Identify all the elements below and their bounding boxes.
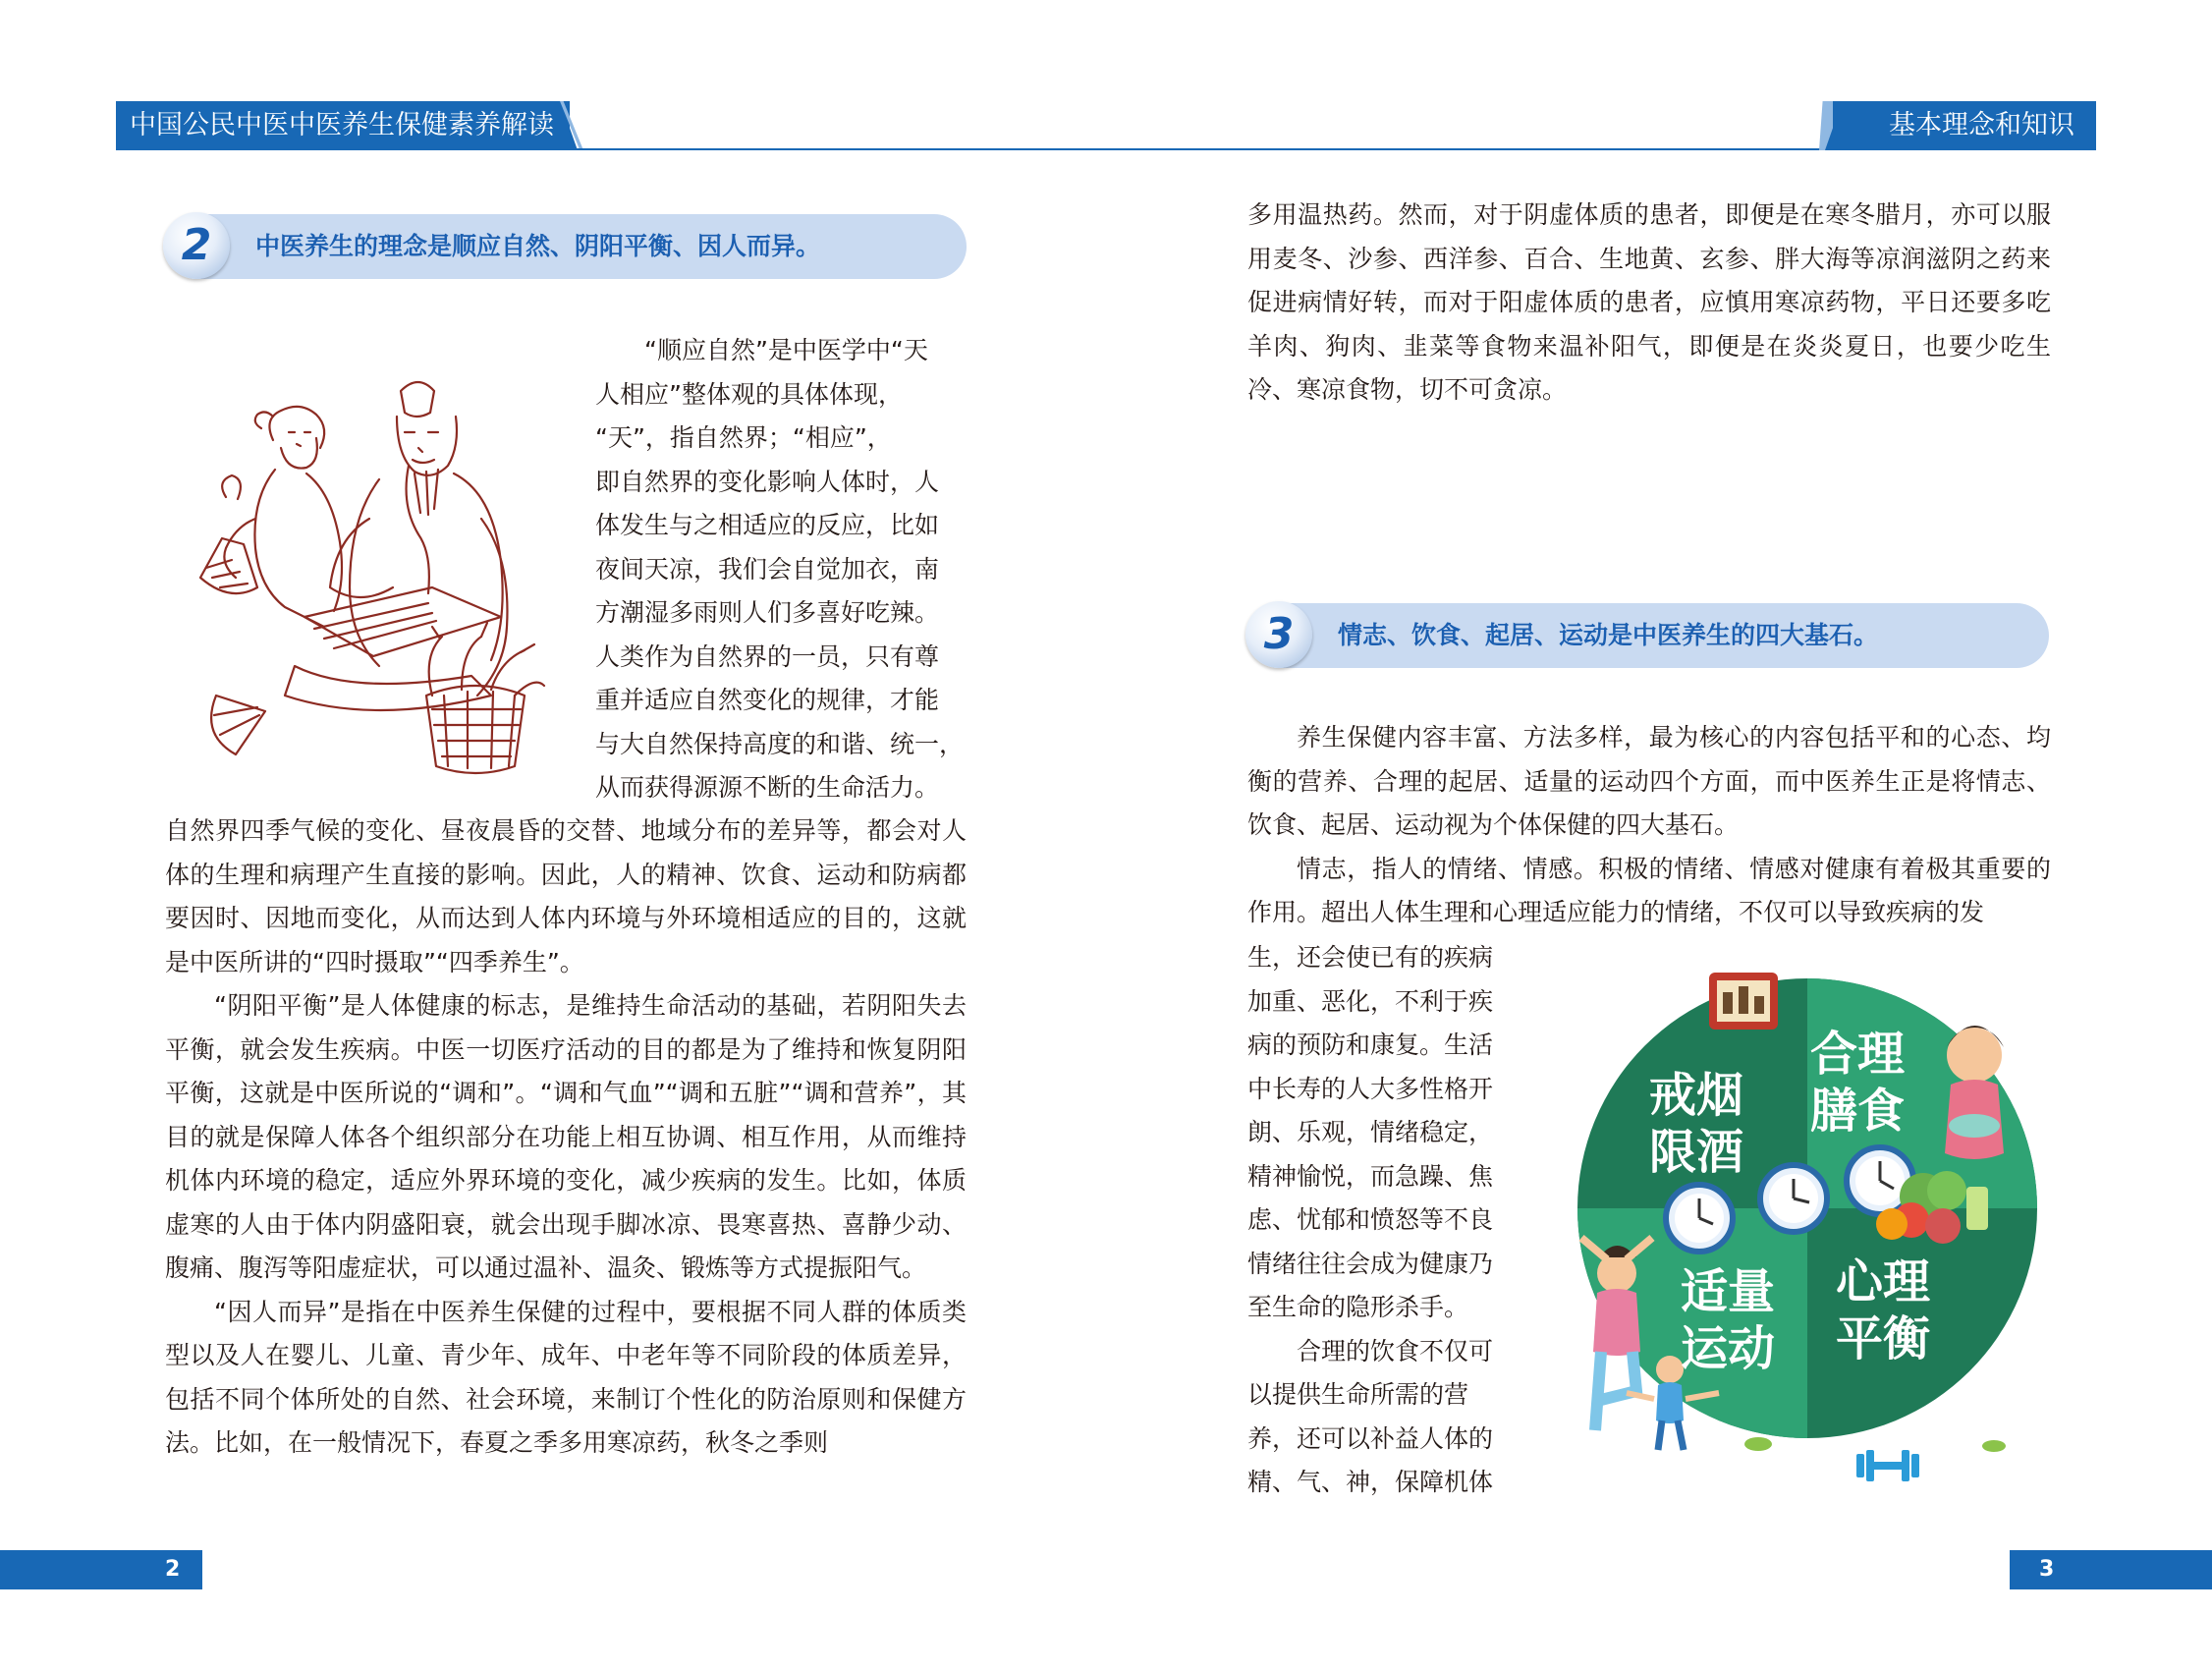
section-number-badge: 3 [1245, 601, 1312, 668]
text-line: 精神愉悦，而急躁、焦 [1247, 1161, 1494, 1191]
section-3-title: 情志、饮食、起居、运动是中医养生的四大基石。 [1338, 621, 1879, 649]
text-line: 中长寿的人大多性格开 [1247, 1074, 1494, 1103]
text-line: 生，还会使已有的疾病 [1247, 943, 1494, 972]
footer-bar-left [0, 1550, 202, 1589]
footer-bar-right [2010, 1550, 2212, 1589]
text-line: 养，还可以补益人体的 [1247, 1423, 1494, 1453]
text-line: 合理的饮食不仅可 [1247, 1336, 1494, 1365]
wheel-label-smoking-drinking: 戒烟 限酒 [1648, 1068, 1743, 1180]
paragraph: 情志，指人的情绪、情感。积极的情绪、情感对健康有着极其重要的作用。超出人体生理和心理适应能力的情绪，不仅可以导致疾病的发 [1247, 854, 2051, 926]
text-line: 体发生与之相适应的反应，比如 [595, 511, 940, 539]
text-line: “顺应自然”是中医学中“天 [644, 336, 928, 364]
paragraph: 养生保健内容丰富、方法多样，最为核心的内容包括平和的心态、均衡的营养、合理的起居、适量的运动四个方面，而中医养生正是将情志、饮食、起居、运动视为个体保健的四大基石。 [1247, 723, 2051, 839]
page-number-right: 3 [2039, 1557, 2055, 1582]
text-line: “天”，指自然界；“相应”， [595, 423, 892, 452]
text-line: 至生命的隐形杀手。 [1247, 1293, 1469, 1321]
city-icon [1709, 973, 1778, 1030]
wheel-label-exercise: 适量 运动 [1680, 1264, 1775, 1376]
running-header-right: 基本理念和知识 [1833, 101, 2096, 150]
section-3-side-column [1247, 936, 1507, 1505]
running-header-left: 中国公民中医中医养生保健素养解读 [116, 101, 570, 150]
section-2-title: 中医养生的理念是顺应自然、阴阳平衡、因人而异。 [255, 232, 821, 260]
section-2-heading [169, 214, 967, 279]
text-line: 精、气、神，保障机体 [1247, 1468, 1494, 1496]
paragraph: 多用温热药。然而，对于阴虚体质的患者，即便是在寒冬腊月，亦可以服用麦冬、沙参、西洋参、百合、生地黄、玄参、胖大海等凉润滋阴之药来促进病情好转，而对于阳虚体质的患者，应慎用寒凉药物，平日还要多吃羊肉、狗肉、韭菜等食物来温补阳气，即便是在炎炎夏日，也要少吃生冷、寒凉食物，切不可贪凉。 [1247, 200, 2051, 404]
text-line: 从而获得源源不断的生命活力。 [595, 773, 940, 802]
text-line: 方潮湿多雨则人们多喜好吃辣。 [595, 598, 940, 627]
dumbbell-icon [1856, 1450, 1919, 1481]
text-line: 加重、恶化，不利于疾 [1247, 986, 1494, 1016]
paragraph: “阴阳平衡”是人体健康的标志，是维持生命活动的基础，若阴阳失去平衡，就会发生疾病。中医一切医疗活动的目的都是为了维持和恢复阴阳平衡，这就是中医所说的“调和”。“调和气血”“调和五脏”“调和营养”，其目的就是保障人体各个组织部分在功能上相互协调、相互作用，从而维持机体内环境的稳定，适应外界环境的变化，减少疾病的发生。比如，体质虚寒的人由于体内阴盛阳衰，就会出现手脚冰凉、畏寒喜热、喜静少动、腹痛、腹泻等阳虚症状，可以通过温补、温灸、锻炼等方式提振阳气。 [165, 991, 967, 1282]
paragraph: “因人而异”是指在中医养生保健的过程中，要根据不同人群的体质类型以及人在婴儿、儿童、青少年、成年、中老年等不同阶段的体质差异，包括不同个体所处的自然、社会环境，来制订个性化的防治原则和保健方法。比如，在一般情况下，春夏之季多用寒凉药，秋冬之季则 [165, 1297, 967, 1457]
text-line: 夜间天凉，我们会自觉加衣，南 [595, 554, 940, 584]
chef-figure-icon [1945, 1026, 2004, 1159]
page-number-left: 2 [165, 1557, 181, 1582]
text-line: 人相应”整体观的具体体现， [595, 379, 903, 409]
text-line: 病的预防和康复。生活 [1247, 1030, 1494, 1059]
text-line: 朗、乐观，情绪稳定， [1247, 1118, 1494, 1146]
section-number-badge: 2 [163, 212, 230, 279]
text-line: 虑、忧郁和愤怒等不良 [1247, 1205, 1494, 1234]
sage-and-child-illustration [187, 371, 550, 784]
section-2-body [165, 809, 967, 1466]
text-line: 即自然界的变化影响人体时，人 [595, 467, 940, 496]
section-3-heading [1251, 603, 2049, 668]
leaf-icon [1982, 1440, 2006, 1452]
header-rule-left [576, 148, 1106, 150]
text-line: 重并适应自然变化的规律，才能 [595, 686, 940, 714]
clock-icon [1760, 1165, 1827, 1232]
section-2-intro-column [595, 329, 967, 810]
paragraph: 自然界四季气候的变化、昼夜晨昏的交替、地域分布的差异等，都会对人体的生理和病理产生直接的影响。因此，人的精神、饮食、运动和防病都要因时、因地而变化，从而达到人体内环境与外环境相适应的目的，这就是中医所讲的“四时摄取”“四季养生”。 [165, 816, 967, 976]
text-line: 以提供生命所需的营 [1247, 1380, 1469, 1409]
section-3-body [1247, 716, 2051, 935]
header-rule-right [1106, 148, 1831, 150]
text-line: 情绪往往会成为健康乃 [1247, 1249, 1494, 1278]
text-line: 人类作为自然界的一员，只有尊 [595, 641, 940, 671]
wheel-label-mental-balance: 心理 平衡 [1835, 1254, 1930, 1366]
text-line: 与大自然保持高度的和谐、统一， [595, 729, 965, 758]
clock-icon [1666, 1185, 1733, 1252]
leaf-icon [1744, 1437, 1772, 1451]
continued-paragraph [1247, 194, 2051, 413]
wheel-label-diet: 合理 膳食 [1809, 1027, 1905, 1139]
four-cornerstones-wheel [1562, 963, 2053, 1483]
